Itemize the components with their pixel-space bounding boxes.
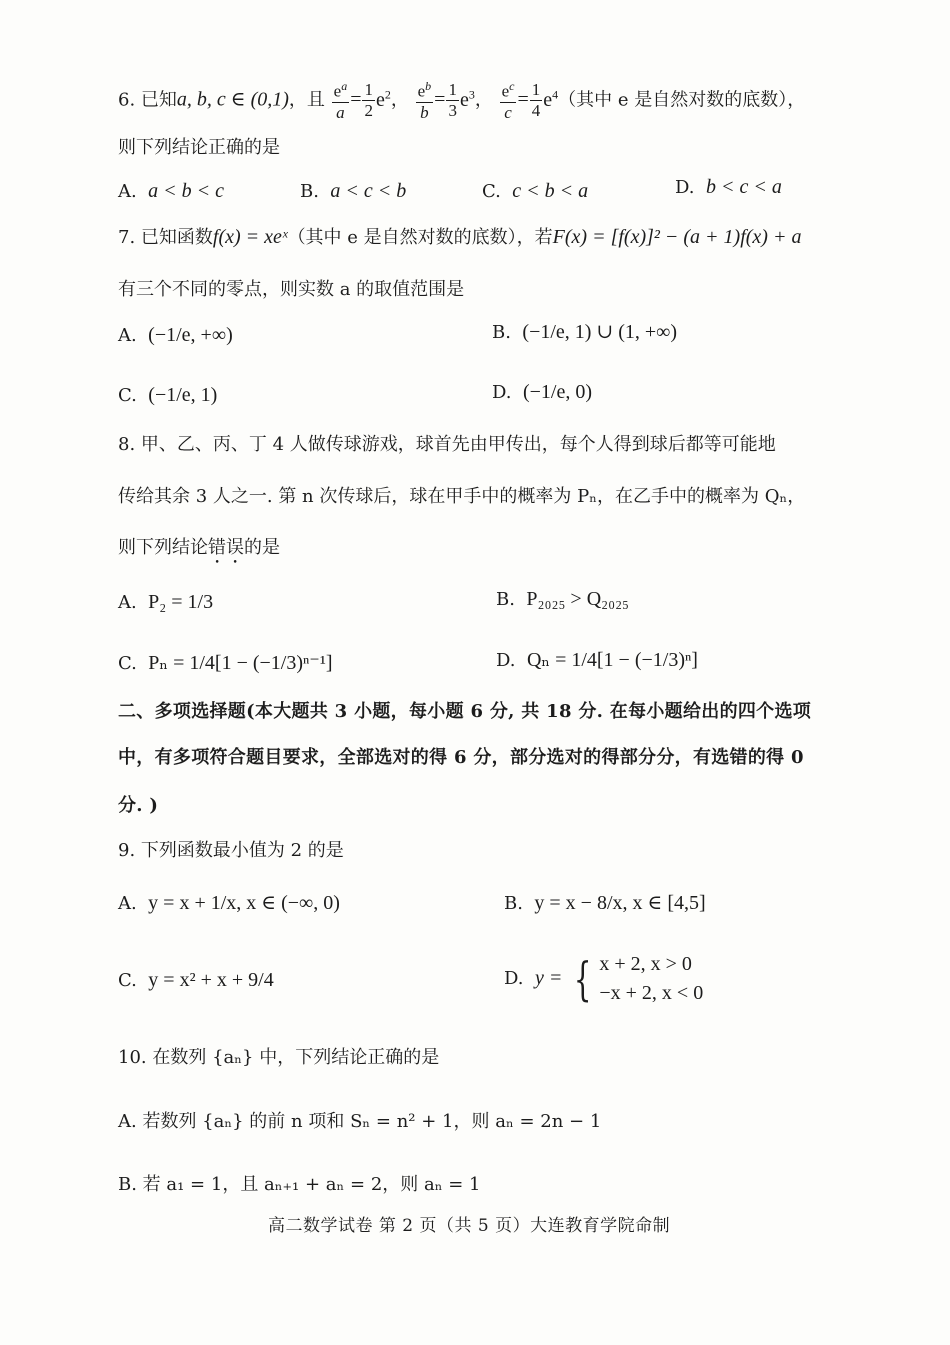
q6-option-b: B. a < c < b (300, 180, 407, 202)
q6-given: a, b, c ∈ (0,1) (176, 88, 289, 111)
page-footer: 高二数学试卷 第 2 页（共 5 页）大连教育学院命制 (268, 1216, 671, 1236)
q7-option-b: B. (−1/e, 1) ∪ (1, +∞) (492, 321, 678, 343)
q7-func: f(x) = xeˣ (212, 226, 288, 248)
q6-line2: 则下列结论正确的是 (118, 137, 280, 158)
q8-option-c: C. Pₙ = 1/4[1 − (−1/3)ⁿ⁻¹] (118, 652, 333, 674)
q7-line1: 7. 已知函数f(x) = xeˣ（其中 e 是自然对数的底数），若F(x) = [f(x)]² − (a + 1)f(x) + a (118, 226, 802, 248)
q9-option-c: C. y = x² + x + 9/4 (118, 969, 274, 991)
q8-line3: 则下列结论错误的是 (118, 537, 280, 558)
q9-option-a: A. y = x + 1/x, x ∈ (−∞, 0) (118, 892, 340, 914)
q9-option-d: D. y = { x + 2, x > 0 −x + 2, x < 0 (504, 952, 704, 1006)
q6-option-d: D. b < c < a (675, 176, 782, 198)
q7-line2: 有三个不同的零点，则实数 a 的取值范围是 (118, 279, 465, 300)
q6-eq2-rhs: $\frac{1}{3}$ (448, 80, 457, 121)
q8-option-d: D. Qₙ = 1/4[1 − (−1/3)ⁿ] (496, 649, 698, 671)
section2-line1: 二、多项选择题(本大题共 3 小题，每小题 6 分, 共 18 分. 在每小题给出的四个选项 (118, 701, 812, 722)
section2-line3: 分. ) (118, 795, 159, 816)
q8-option-b: B. P₂₀₂₅ > Q₂₀₂₅ (496, 588, 630, 610)
section2-line2: 中，有多项符合题目要求，全部选对的得 6 分，部分选对的得部分分，有选错的得 0 (118, 747, 804, 768)
q8-line1: 8. 甲、乙、丙、丁 4 人做传球游戏，球首先由甲传出，每个人得到球后都等可能地 (118, 434, 776, 455)
q8-option-a: A. P₂ = 1/3 (118, 591, 214, 613)
q9-stem: 9. 下列函数最小值为 2 的是 (118, 840, 344, 861)
piecewise-brace: { (573, 952, 592, 1006)
q7-F: F(x) = [f(x)]² − (a + 1)f(x) + a (552, 226, 802, 248)
q6-note: （其中 e 是自然对数的底数）， (558, 89, 806, 111)
q8-line2: 传给其余 3 人之一. 第 n 次传球后，球在甲手中的概率为 Pₙ，在乙手中的概率为 Qₙ， (118, 486, 806, 507)
q9-option-b: B. y = x − 8/x, x ∈ [4,5] (504, 892, 706, 914)
q6-eq3-rhs: $\frac{1}{4}$ (531, 80, 541, 121)
q6-line1: 6. 已知a, b, c ∈ (0,1)，且 $\frac{e^a}{a}$ = $\frac{1}{2}$ $e^2$， $\frac{e^b}{b}$ = $\frac{1}{3}$ $e^3$， $\frac{e^c}{c}$ = $\frac{1}{4}$ $e^4$（其中 e 是自然对数的底数）， (118, 79, 806, 122)
q6-option-a: A. a < b < c (118, 180, 225, 202)
q6-eq1-lhs: $\frac{e^a}{a}$ (333, 79, 348, 122)
q6-option-c: C. c < b < a (482, 180, 589, 202)
q10-option-a: A. 若数列 {aₙ} 的前 n 项和 Sₙ = n² + 1，则 aₙ = 2n − 1 (118, 1111, 602, 1132)
q7-option-a: A. (−1/e, +∞) (118, 324, 233, 346)
q6-eq1-rhs: $\frac{1}{2}$ (364, 80, 373, 121)
q7-option-d: D. (−1/e, 0) (492, 381, 593, 403)
q6-eq2-lhs: $\frac{e^b}{b}$ (417, 79, 432, 122)
q6-and: ，且 (288, 89, 325, 111)
q8-emphasis-wrong: 错误 (208, 537, 244, 558)
q9-d-cases: x + 2, x > 0 −x + 2, x < 0 (599, 953, 704, 1004)
q7-option-c: C. (−1/e, 1) (118, 384, 218, 406)
q10-option-b: B. 若 a₁ = 1，且 aₙ₊₁ + aₙ = 2，则 aₙ = 1 (118, 1174, 481, 1195)
q6-number: 6. 已知 (118, 89, 177, 111)
q10-stem: 10. 在数列 {aₙ} 中，下列结论正确的是 (118, 1047, 440, 1068)
q6-eq3-lhs: $\frac{e^c}{c}$ (501, 79, 515, 122)
